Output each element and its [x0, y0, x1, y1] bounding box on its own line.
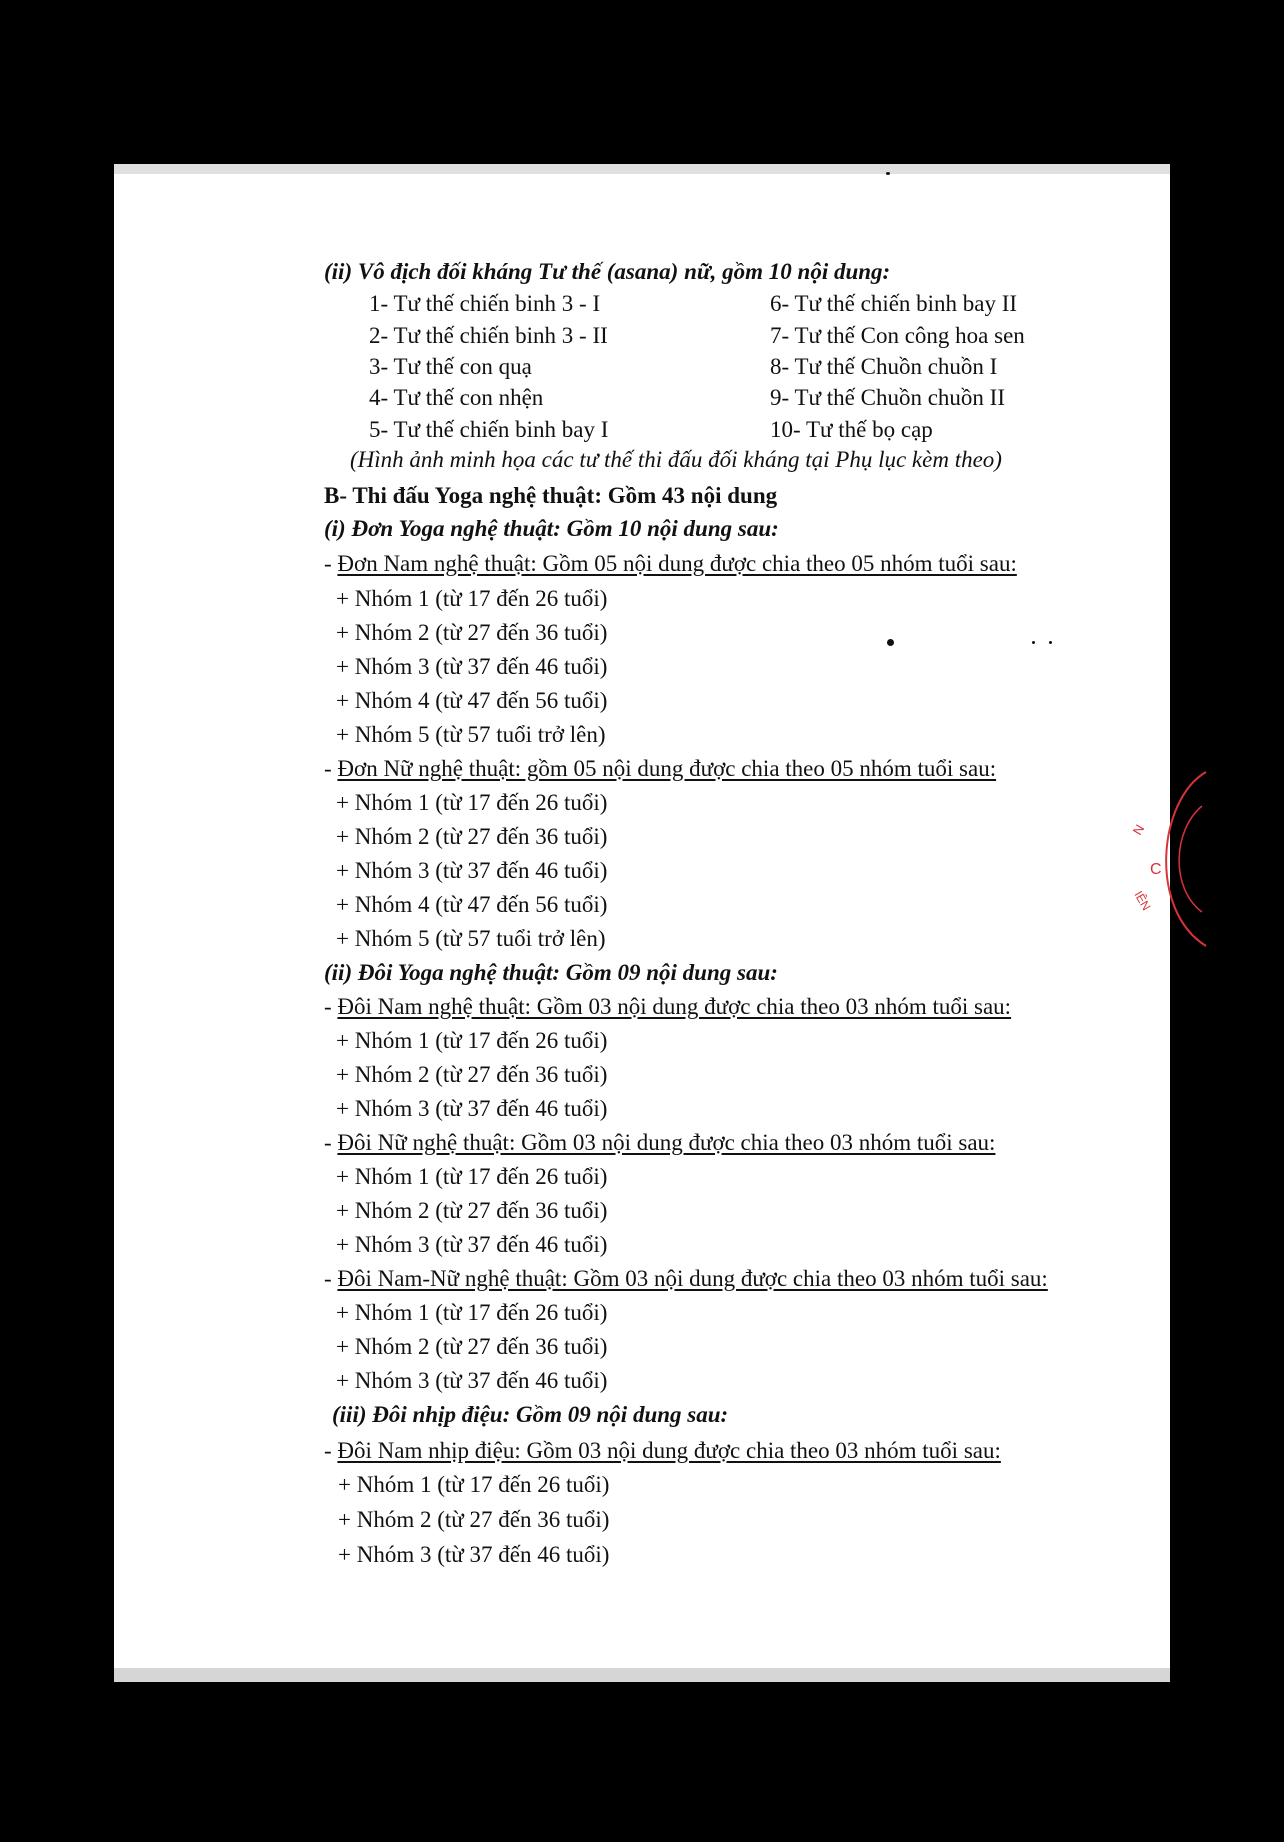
dash: -: [324, 756, 332, 781]
age-group-item: + Nhóm 2 (từ 27 đến 36 tuổi): [336, 1198, 608, 1223]
pose-item: 5- Tư thế chiến binh bay I: [369, 417, 609, 442]
category-doi-nu-text: Đôi Nữ nghệ thuật: Gồm 03 nội dung được chia theo 03 nhóm tuổi sau:: [337, 1130, 996, 1155]
age-group-item: + Nhóm 3 (từ 37 đến 46 tuổi): [336, 858, 608, 883]
sub-heading-ii: (ii) Đôi Yoga nghệ thuật: Gồm 09 nội dung sau:: [324, 960, 778, 985]
pose-item: 4- Tư thế con nhện: [369, 385, 544, 410]
sub-heading-iii: (iii) Đôi nhịp điệu: Gồm 09 nội dung sau:: [332, 1402, 729, 1427]
category-don-nu-text: Đơn Nữ nghệ thuật: gồm 05 nội dung được chia theo 05 nhóm tuổi sau:: [337, 756, 997, 781]
age-group-item: + Nhóm 3 (từ 37 đến 46 tuổi): [336, 1096, 608, 1121]
svg-text:C: C: [1150, 861, 1162, 878]
dash: -: [324, 1266, 332, 1291]
scan-speck: [887, 639, 894, 646]
category-doi-nu: [324, 1129, 995, 1157]
age-group-item: + Nhóm 3 (từ 37 đến 46 tuổi): [336, 1232, 608, 1257]
dash: -: [324, 1130, 332, 1155]
category-don-nam: [324, 550, 1017, 578]
age-group-item: + Nhóm 4 (từ 47 đến 56 tuổi): [336, 892, 608, 917]
illustration-note: (Hình ảnh minh họa các tư thế thi đấu đối kháng tại Phụ lục kèm theo): [350, 447, 1002, 472]
age-group-item: + Nhóm 2 (từ 27 đến 36 tuổi): [336, 1334, 608, 1359]
age-group-item: + Nhóm 1 (từ 17 đến 26 tuổi): [336, 1300, 608, 1325]
pose-item: 3- Tư thế con quạ: [369, 354, 532, 379]
pose-item: 7- Tư thế Con công hoa sen: [770, 323, 1025, 348]
age-group-item: + Nhóm 1 (từ 17 đến 26 tuổi): [336, 790, 608, 815]
scan-top-edge: [114, 164, 1170, 174]
dash: -: [324, 551, 332, 576]
category-doi-nam-nu: [324, 1265, 1048, 1293]
category-nhip-dieu-nam-text: Đôi Nam nhịp điệu: Gồm 03 nội dung được chia theo 03 nhóm tuổi sau:: [337, 1438, 1001, 1463]
pose-item: 1- Tư thế chiến binh 3 - I: [369, 291, 601, 316]
age-group-item: + Nhóm 5 (từ 57 tuổi trở lên): [336, 722, 606, 747]
pose-item: 2- Tư thế chiến binh 3 - II: [369, 323, 608, 348]
category-nhip-dieu-nam: [324, 1437, 1001, 1465]
category-don-nu: [324, 755, 996, 783]
svg-text:N: N: [1129, 821, 1148, 838]
scan-bottom-edge: [114, 1668, 1170, 1682]
dash: -: [324, 994, 332, 1019]
age-group-item: + Nhóm 5 (từ 57 tuổi trở lên): [336, 926, 606, 951]
section-b-heading: B- Thi đấu Yoga nghệ thuật: Gồm 43 nội dung: [324, 483, 778, 508]
age-group-item: + Nhóm 2 (từ 27 đến 36 tuổi): [338, 1507, 610, 1532]
category-doi-nam: [324, 993, 1011, 1021]
sub-heading-i: (i) Đơn Yoga nghệ thuật: Gồm 10 nội dung sau:: [324, 516, 779, 541]
dash: -: [324, 1438, 332, 1463]
category-doi-nam-text: Đôi Nam nghệ thuật: Gồm 03 nội dung được chia theo 03 nhóm tuổi sau:: [337, 994, 1012, 1019]
category-don-nam-text: Đơn Nam nghệ thuật: Gồm 05 nội dung được chia theo 05 nhóm tuổi sau:: [337, 551, 1017, 576]
scan-speck: [1049, 641, 1052, 644]
age-group-item: + Nhóm 2 (từ 27 đến 36 tuổi): [336, 1062, 608, 1087]
scan-speck: [886, 172, 890, 175]
age-group-item: + Nhóm 3 (từ 37 đến 46 tuổi): [336, 654, 608, 679]
category-doi-nam-nu-text: Đôi Nam-Nữ nghệ thuật: Gồm 03 nội dung được chia theo 03 nhóm tuổi sau:: [337, 1266, 1048, 1291]
age-group-item: + Nhóm 2 (từ 27 đến 36 tuổi): [336, 824, 608, 849]
age-group-item: + Nhóm 4 (từ 47 đến 56 tuổi): [336, 688, 608, 713]
age-group-item: + Nhóm 1 (từ 17 đến 26 tuổi): [336, 586, 608, 611]
age-group-item: + Nhóm 1 (từ 17 đến 26 tuổi): [336, 1164, 608, 1189]
pose-item: 10- Tư thế bọ cạp: [770, 417, 933, 442]
age-group-item: + Nhóm 3 (từ 37 đến 46 tuổi): [338, 1542, 610, 1567]
pose-item: 8- Tư thế Chuồn chuồn I: [770, 354, 998, 379]
age-group-item: + Nhóm 1 (từ 17 đến 26 tuổi): [336, 1028, 608, 1053]
red-stamp-fragment: [1118, 770, 1208, 950]
age-group-item: + Nhóm 3 (từ 37 đến 46 tuổi): [336, 1368, 608, 1393]
age-group-item: + Nhóm 2 (từ 27 đến 36 tuổi): [336, 620, 608, 645]
scan-speck: [1032, 641, 1035, 644]
svg-text:IÊN: IÊN: [1131, 888, 1154, 913]
pose-item: 6- Tư thế chiến binh bay II: [770, 291, 1018, 316]
age-group-item: + Nhóm 1 (từ 17 đến 26 tuổi): [338, 1472, 610, 1497]
pose-item: 9- Tư thế Chuồn chuồn II: [770, 385, 1005, 410]
heading-ii: (ii) Vô địch đối kháng Tư thế (asana) nữ, gồm 10 nội dung:: [324, 259, 891, 284]
